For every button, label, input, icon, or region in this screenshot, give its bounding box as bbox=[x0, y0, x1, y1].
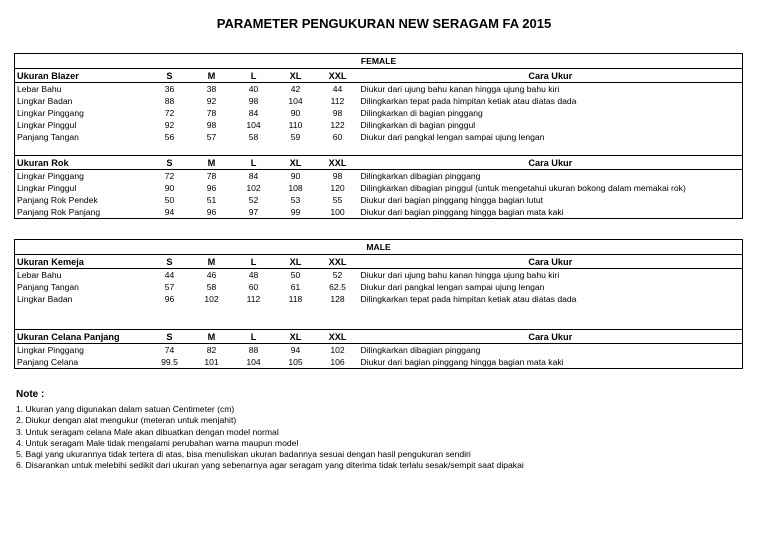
row-label: Lebar Bahu bbox=[17, 84, 62, 94]
size-m-value: 96 bbox=[206, 183, 217, 193]
table-row bbox=[15, 83, 743, 96]
size-l-value: 97 bbox=[248, 207, 259, 217]
column-header-l: L bbox=[233, 69, 275, 83]
male-size-table bbox=[14, 239, 743, 369]
notes-list bbox=[16, 404, 524, 471]
size-s-value: 99.5 bbox=[161, 357, 178, 367]
table-row bbox=[15, 95, 743, 107]
size-l-value: 104 bbox=[246, 120, 261, 130]
table-row bbox=[15, 131, 743, 143]
method-description: Diukur dari pangkal lengan sampai ujung lengan bbox=[360, 282, 545, 292]
row-label: Lingkar Pinggul bbox=[17, 183, 77, 193]
celana-header-row bbox=[15, 330, 743, 344]
size-xl-value: 90 bbox=[290, 108, 301, 118]
notes-title: Note : bbox=[16, 389, 45, 400]
size-xxl-value: 52 bbox=[332, 270, 343, 280]
table-row bbox=[15, 356, 743, 369]
column-header-m: M bbox=[191, 156, 233, 170]
row-label: Lingkar Badan bbox=[17, 294, 73, 304]
size-xxl-value: 112 bbox=[330, 96, 345, 106]
column-header-l: L bbox=[233, 330, 275, 344]
size-m-value: 78 bbox=[206, 108, 217, 118]
table-row bbox=[15, 182, 743, 194]
size-l-value: 84 bbox=[248, 171, 259, 181]
size-l-value: 98 bbox=[248, 96, 259, 106]
note-item: 3. Untuk seragam celana Male akan dibuatkan dengan model normal bbox=[16, 426, 279, 437]
size-s-value: 57 bbox=[164, 282, 175, 292]
size-s-value: 92 bbox=[164, 120, 175, 130]
size-xxl-value: 62.5 bbox=[329, 282, 346, 292]
size-s-value: 94 bbox=[164, 207, 175, 217]
size-l-value: 84 bbox=[248, 108, 259, 118]
table-row bbox=[15, 206, 743, 219]
size-l-value: 60 bbox=[248, 282, 259, 292]
size-s-value: 72 bbox=[164, 108, 175, 118]
method-description: Diukur dari ujung bahu kanan hingga ujung bahu kiri bbox=[360, 270, 560, 280]
size-xl-value: 118 bbox=[288, 294, 303, 304]
size-m-value: 102 bbox=[204, 294, 219, 304]
table-row bbox=[15, 194, 743, 206]
size-xl-value: 104 bbox=[288, 96, 303, 106]
size-m-value: 101 bbox=[204, 357, 219, 367]
row-label: Lebar Bahu bbox=[17, 270, 62, 280]
column-header-xxl: XXL bbox=[317, 69, 359, 83]
size-l-value: 104 bbox=[246, 357, 261, 367]
method-description: Diukur dari bagian pinggang hingga bagian mata kaki bbox=[360, 357, 564, 367]
notes-section bbox=[16, 389, 524, 471]
size-s-value: 36 bbox=[164, 84, 175, 94]
size-xl-value: 50 bbox=[290, 270, 301, 280]
size-l-value: 48 bbox=[248, 270, 259, 280]
blazer-header-row bbox=[15, 69, 743, 83]
celana-group-title: Ukuran Celana Panjang bbox=[15, 330, 149, 344]
size-xxl-value: 98 bbox=[332, 108, 343, 118]
method-description: Dilingkarkan dibagian pinggang bbox=[360, 345, 481, 355]
method-description: Dilingkarkan dibagian pinggul (untuk mengetahui ukuran bokong dalam memakai rok) bbox=[360, 183, 686, 193]
method-description: Dilingkarkan tepat pada himpitan ketiak atau diatas dada bbox=[360, 96, 577, 106]
size-xxl-value: 120 bbox=[330, 183, 345, 193]
size-s-value: 72 bbox=[164, 171, 175, 181]
size-xl-value: 61 bbox=[290, 282, 301, 292]
size-m-value: 38 bbox=[206, 84, 217, 94]
row-label: Panjang Rok Panjang bbox=[17, 207, 101, 217]
column-header-xl: XL bbox=[275, 69, 317, 83]
row-label: Lingkar Pinggul bbox=[17, 120, 77, 130]
column-header-xl: XL bbox=[275, 255, 317, 269]
size-s-value: 74 bbox=[164, 345, 175, 355]
size-xxl-value: 44 bbox=[332, 84, 343, 94]
size-l-value: 52 bbox=[248, 195, 259, 205]
size-s-value: 56 bbox=[164, 132, 175, 142]
size-m-value: 58 bbox=[206, 282, 217, 292]
size-xl-value: 42 bbox=[290, 84, 301, 94]
size-xxl-value: 98 bbox=[332, 171, 343, 181]
size-xl-value: 110 bbox=[288, 120, 303, 130]
note-item: 1. Ukuran yang digunakan dalam satuan Centimeter (cm) bbox=[16, 404, 235, 415]
column-header-xxl: XXL bbox=[317, 255, 359, 269]
female-section-label: FEMALE bbox=[15, 54, 743, 69]
size-s-value: 88 bbox=[164, 96, 175, 106]
note-item: 4. Untuk seragam Male tidak mengalami perubahan warna maupun model bbox=[16, 437, 299, 448]
size-m-value: 78 bbox=[206, 171, 217, 181]
method-description: Diukur dari pangkal lengan sampai ujung lengan bbox=[360, 132, 545, 142]
method-description: Dilingkarkan tepat pada himpitan ketiak atau diatas dada bbox=[360, 294, 577, 304]
size-l-value: 88 bbox=[248, 345, 259, 355]
column-header-xl: XL bbox=[275, 156, 317, 170]
rok-header-row bbox=[15, 156, 743, 170]
table-row bbox=[15, 170, 743, 183]
size-m-value: 57 bbox=[206, 132, 217, 142]
table-row bbox=[15, 281, 743, 293]
size-xxl-value: 55 bbox=[332, 195, 343, 205]
column-header-m: M bbox=[191, 69, 233, 83]
method-description: Dilingkarkan di bagian pinggul bbox=[360, 120, 476, 130]
table-row bbox=[15, 293, 743, 305]
size-xl-value: 90 bbox=[290, 171, 301, 181]
note-item: 6. Disarankan untuk melebihi sedikit dari ukuran yang sebenarnya agar seragam yang diterima tidak terlalu sesak/sempit saat dipakai bbox=[16, 460, 524, 471]
size-xl-value: 53 bbox=[290, 195, 301, 205]
size-xxl-value: 60 bbox=[332, 132, 343, 142]
column-header-l: L bbox=[233, 255, 275, 269]
column-header-method: Cara Ukur bbox=[359, 69, 743, 83]
table-row bbox=[15, 107, 743, 119]
size-xxl-value: 100 bbox=[330, 207, 345, 217]
column-header-m: M bbox=[191, 330, 233, 344]
table-row bbox=[15, 269, 743, 282]
size-xxl-value: 122 bbox=[330, 120, 345, 130]
column-header-l: L bbox=[233, 156, 275, 170]
column-header-method: Cara Ukur bbox=[359, 255, 743, 269]
column-header-method: Cara Ukur bbox=[359, 156, 743, 170]
size-m-value: 98 bbox=[206, 120, 217, 130]
row-label: Panjang Tangan bbox=[17, 132, 79, 142]
row-label: Panjang Tangan bbox=[17, 282, 79, 292]
row-label: Lingkar Pinggang bbox=[17, 108, 84, 118]
method-description: Dilingkarkan di bagian pinggang bbox=[360, 108, 483, 118]
method-description: Diukur dari ujung bahu kanan hingga ujung bahu kiri bbox=[360, 84, 560, 94]
male-section-label: MALE bbox=[15, 240, 743, 255]
page-title: PARAMETER PENGUKURAN NEW SERAGAM FA 2015 bbox=[216, 16, 552, 31]
size-xl-value: 105 bbox=[288, 357, 303, 367]
column-header-s: S bbox=[149, 69, 191, 83]
size-m-value: 92 bbox=[206, 96, 217, 106]
row-label: Lingkar Pinggang bbox=[17, 345, 84, 355]
column-header-method: Cara Ukur bbox=[359, 330, 743, 344]
size-xl-value: 59 bbox=[290, 132, 301, 142]
kemeja-group-title: Ukuran Kemeja bbox=[15, 255, 149, 269]
size-m-value: 82 bbox=[206, 345, 217, 355]
size-xl-value: 99 bbox=[290, 207, 301, 217]
size-s-value: 96 bbox=[164, 294, 175, 304]
size-m-value: 46 bbox=[206, 270, 217, 280]
column-header-xl: XL bbox=[275, 330, 317, 344]
size-l-value: 102 bbox=[246, 183, 261, 193]
note-item: 2. Diukur dengan alat mengukur (meteran untuk menjahit) bbox=[16, 415, 237, 426]
size-s-value: 50 bbox=[164, 195, 175, 205]
table-row bbox=[15, 344, 743, 357]
size-m-value: 96 bbox=[206, 207, 217, 217]
column-header-m: M bbox=[191, 255, 233, 269]
size-xl-value: 108 bbox=[288, 183, 303, 193]
rok-group-title: Ukuran Rok bbox=[15, 156, 149, 170]
blazer-group-title: Ukuran Blazer bbox=[15, 69, 149, 83]
row-label: Lingkar Badan bbox=[17, 96, 73, 106]
size-xxl-value: 106 bbox=[330, 357, 345, 367]
row-label: Panjang Rok Pendek bbox=[17, 195, 98, 205]
method-description: Diukur dari bagian pinggang hingga bagian mata kaki bbox=[360, 207, 564, 217]
kemeja-header-row bbox=[15, 255, 743, 269]
row-label: Lingkar Pinggang bbox=[17, 171, 84, 181]
table-row bbox=[15, 119, 743, 131]
column-header-xxl: XXL bbox=[317, 156, 359, 170]
note-item: 5. Bagi yang ukurannya tidak tertera di atas, bisa menuliskan ukuran badannya sesuai dengan hasil pengukuran sendiri bbox=[16, 449, 471, 460]
size-xxl-value: 102 bbox=[330, 345, 345, 355]
method-description: Dilingkarkan dibagian pinggang bbox=[360, 171, 481, 181]
column-header-s: S bbox=[149, 255, 191, 269]
size-xxl-value: 128 bbox=[330, 294, 345, 304]
column-header-xxl: XXL bbox=[317, 330, 359, 344]
column-header-s: S bbox=[149, 330, 191, 344]
size-l-value: 112 bbox=[246, 294, 261, 304]
size-l-value: 40 bbox=[248, 84, 259, 94]
row-label: Panjang Celana bbox=[17, 357, 79, 367]
size-xl-value: 94 bbox=[290, 345, 301, 355]
female-size-table bbox=[14, 53, 743, 219]
method-description: Diukur dari bagian pinggang hingga bagian lutut bbox=[360, 195, 544, 205]
size-m-value: 51 bbox=[206, 195, 217, 205]
size-l-value: 58 bbox=[248, 132, 259, 142]
column-header-s: S bbox=[149, 156, 191, 170]
size-s-value: 90 bbox=[164, 183, 175, 193]
size-s-value: 44 bbox=[164, 270, 175, 280]
